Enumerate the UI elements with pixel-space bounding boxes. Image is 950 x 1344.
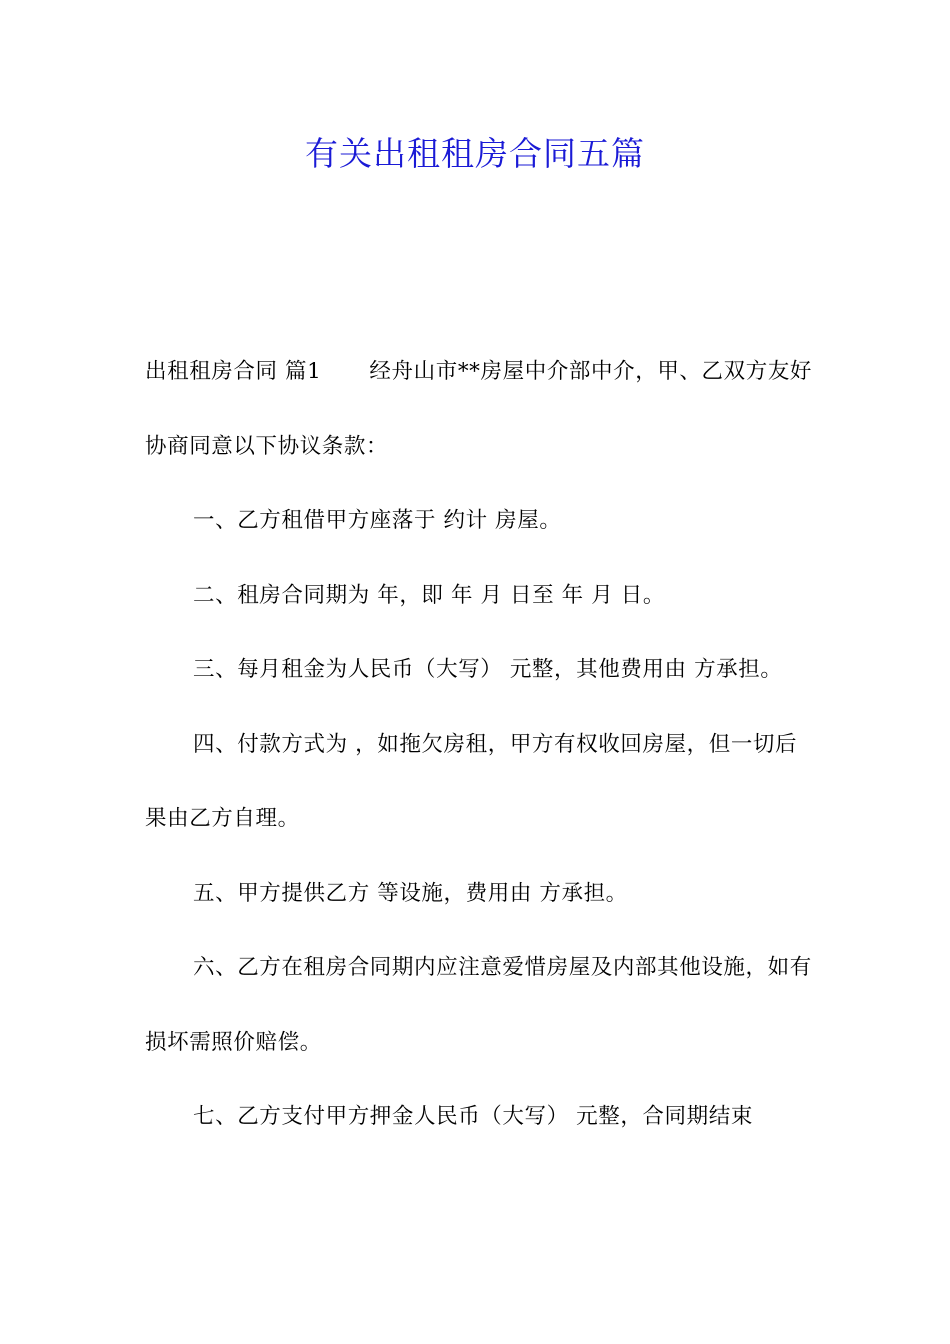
clause-3: 三、每月租金为人民币（大写） 元整，其他费用由 方承担。 xyxy=(193,657,783,682)
intro-paragraph xyxy=(145,335,817,484)
clause-1: 一、乙方租借甲方座落于 约计 房屋。 xyxy=(193,508,562,533)
clause-6: 六、乙方在租房合同期内应注意爱惜房屋及内部其他设施，如有损坏需照价赔偿。 xyxy=(145,955,812,1055)
clause-4: 四、付款方式为 ，如拖欠房租，甲方有权收回房屋，但一切后果由乙方自理。 xyxy=(145,731,798,831)
clause-2: 二、租房合同期为 年，即 年 月 日至 年 月 日。 xyxy=(193,582,665,608)
section-heading: 出租租房合同 篇1 xyxy=(145,359,322,384)
document-title: 有关出租租房合同五篇 xyxy=(305,134,645,173)
clause-5: 五、甲方提供乙方 等设施，费用由 方承担。 xyxy=(193,880,628,906)
document-body xyxy=(145,335,817,1155)
clause-7: 七、乙方支付甲方押金人民币（大写） 元整，合同期结束 xyxy=(193,1104,753,1129)
intro-text: 经舟山市**房屋中介部中介，甲、乙双方友好协商同意以下协议条款： xyxy=(145,359,813,459)
